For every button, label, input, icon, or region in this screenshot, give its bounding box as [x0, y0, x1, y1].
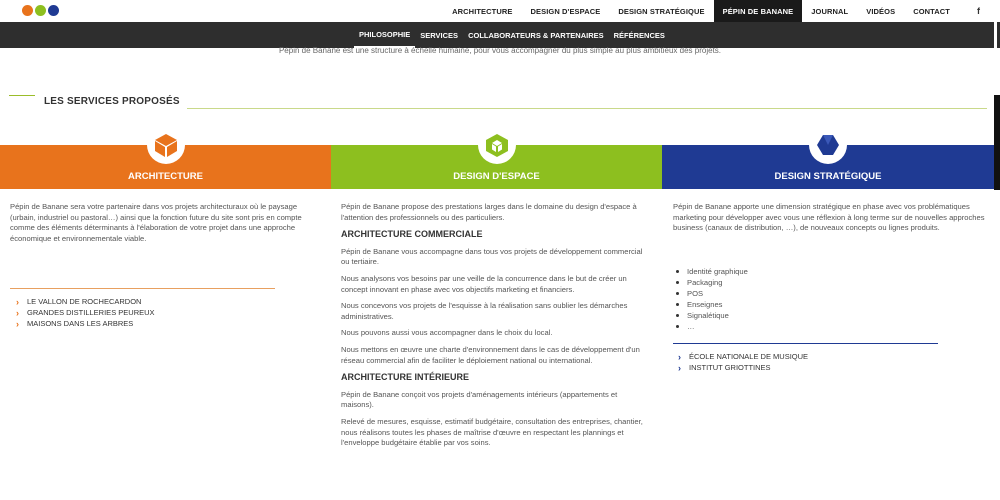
open-cube-icon — [478, 126, 516, 164]
design-strategique-divider — [673, 343, 938, 344]
chevron-right-icon: › — [16, 296, 19, 307]
list-item: … — [676, 321, 748, 332]
commerciale-paragraph: Pépin de Banane vous accompagne dans tous vos projets de développement commercial ou tertiaire. — [341, 246, 643, 267]
list-item: Packaging — [676, 277, 748, 288]
link-label: MAISONS DANS LES ARBRES — [27, 319, 134, 328]
cube-icon — [147, 126, 185, 164]
list-item: Identité graphique — [676, 266, 748, 277]
subnav-services[interactable]: SERVICES — [420, 30, 459, 40]
chevron-right-icon: › — [16, 307, 19, 318]
logo-dot-orange — [22, 5, 33, 16]
list-item: Signalétique — [676, 310, 748, 321]
chevron-right-icon: › — [16, 318, 19, 329]
list-item: POS — [676, 288, 748, 299]
link-label: GRANDES DISTILLERIES PEUREUX — [27, 308, 155, 317]
subbar-corner — [994, 22, 997, 48]
sub-nav-bar — [0, 22, 1000, 48]
chevron-right-icon: › — [678, 351, 681, 362]
subhead-architecture-interieure: ARCHITECTURE INTÉRIEURE — [341, 372, 470, 383]
intro-text: Pépin de Banane est une structure à échelle humaine, pour vous accompagner du plus simple au plus ambitieux des projets. — [278, 46, 722, 55]
nav-design-espace[interactable]: DESIGN D'ESPACE — [530, 6, 601, 16]
subhead-architecture-commerciale: ARCHITECTURE COMMERCIALE — [341, 229, 483, 240]
design-strategique-bullets — [676, 266, 748, 332]
interieure-paragraph: Relevé de mesures, esquisse, estimatif budgétaire, consultation des entreprises, chantier, nous réalisons toutes les phases de maîtrise d'œuvre en respectant les plannings et l'enveloppe budgétaire établie par vos soins. — [341, 416, 643, 448]
link-label: LE VALLON DE ROCHECARDON — [27, 297, 142, 306]
commerciale-paragraph: Nous mettons en œuvre une charte d'environnement dans le cas de développement d'un réseau commercial afin de faciliter le déploiement national ou international. — [341, 344, 640, 365]
nav-journal[interactable]: JOURNAL — [811, 6, 849, 16]
architecture-description — [10, 202, 322, 250]
subnav-philosophie[interactable]: PHILOSOPHIE — [354, 22, 415, 48]
band-architecture-title: ARCHITECTURE — [128, 171, 203, 182]
chevron-right-icon: › — [678, 362, 681, 373]
nav-design-strategique[interactable]: DESIGN STRATÉGIQUE — [618, 6, 705, 16]
architecture-divider — [10, 288, 275, 289]
link-label: ÉCOLE NATIONALE DE MUSIQUE — [689, 352, 809, 361]
section-title: LES SERVICES PROPOSÉS — [44, 96, 180, 107]
link-ecole-musique[interactable] — [678, 351, 808, 362]
architecture-links — [16, 296, 155, 329]
design-espace-intro: Pépin de Banane propose des prestations larges dans le domaine du design d'espace à l'attention des professionnels ou des particuliers. — [341, 202, 637, 222]
list-item: Enseignes — [676, 299, 748, 310]
scrollbar-thumb[interactable] — [994, 95, 1000, 190]
main-nav — [443, 0, 986, 22]
section-rule-left — [9, 95, 35, 96]
nav-videos[interactable]: VIDÉOS — [866, 6, 896, 16]
subnav-collaborateurs[interactable]: COLLABORATEURS & PARTENAIRES — [468, 30, 604, 40]
nav-pepin-de-banane[interactable]: PÉPIN DE BANANE — [714, 0, 803, 22]
sub-nav — [354, 22, 670, 48]
band-design-espace-title: DESIGN D'ESPACE — [453, 171, 540, 182]
logo-dot-green — [35, 5, 46, 16]
commerciale-paragraph: Nous concevons vos projets de l'esquisse à la réalisation sans oublier les démarches administratives. — [341, 301, 628, 321]
link-maisons-arbres[interactable] — [16, 318, 155, 329]
top-header — [0, 0, 1000, 22]
link-institut-griottines[interactable] — [678, 362, 808, 373]
logo-dot-blue — [48, 5, 59, 16]
interieure-paragraph: Pépin de Banane conçoit vos projets d'aménagements intérieurs (appartements et maisons). — [341, 389, 618, 410]
design-strategique-links — [678, 351, 808, 373]
nav-contact[interactable]: CONTACT — [913, 6, 950, 16]
link-label: INSTITUT GRIOTTINES — [689, 363, 771, 372]
link-distilleries-peureux[interactable] — [16, 307, 155, 318]
band-design-strategique-title: DESIGN STRATÉGIQUE — [774, 171, 882, 182]
section-rule-right — [187, 108, 987, 109]
architecture-paragraph: Pépin de Banane sera votre partenaire dans vos projets architecturaux où le paysage (urbain, industriel ou pastoral…) ainsi que la fonction future du site sont pris en compte comme des éléments déterminants à l'élaboration de votre projet dans une approche économique et environnementale viable. — [10, 202, 302, 243]
design-strategique-description — [673, 202, 985, 240]
commerciale-paragraph: Nous pouvons aussi vous accompagner dans le choix du local. — [341, 328, 553, 338]
logo[interactable] — [22, 5, 59, 16]
design-espace-description — [341, 202, 646, 455]
link-vallon-rochecardon[interactable] — [16, 296, 155, 307]
commerciale-paragraph: Nous analysons vos besoins par une veille de la concurrence dans le but de créer un concept innovant en phase avec vos objectifs marketing et financiers. — [341, 273, 627, 294]
nav-architecture[interactable]: ARCHITECTURE — [452, 6, 513, 16]
diamond-cube-icon — [809, 126, 847, 164]
facebook-icon[interactable]: f — [977, 6, 980, 16]
subnav-references[interactable]: RÉFÉRENCES — [613, 30, 665, 40]
design-strategique-paragraph: Pépin de Banane apporte une dimension stratégique en phase avec vos problématiques marketing pour développer avec vous une réflexion à long terme sur de nouvelles approches business (canaux de distribution, …), de nouveaux concepts ou lignes produits. — [673, 202, 985, 233]
